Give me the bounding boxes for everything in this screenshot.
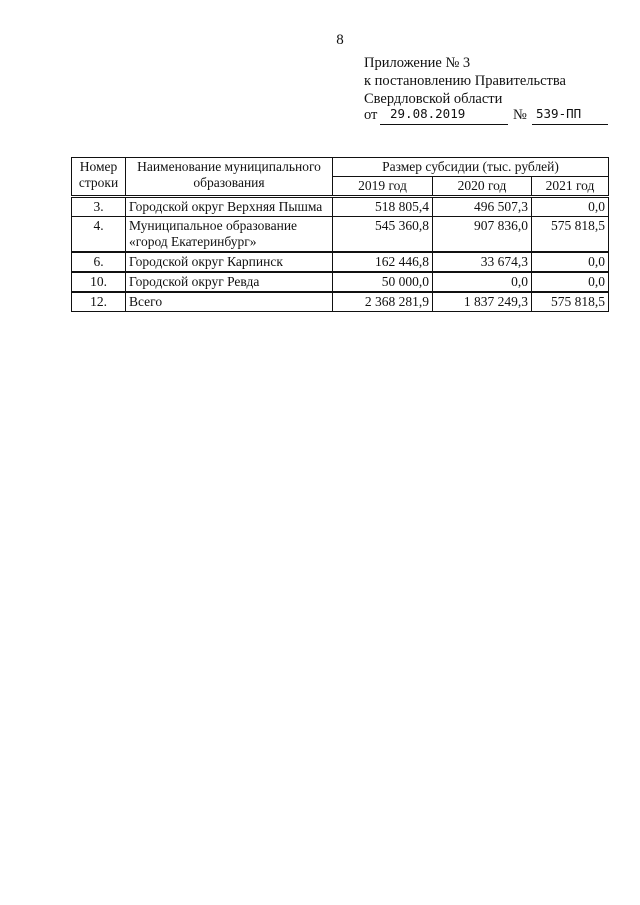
appendix-title: Приложение № 3 — [364, 55, 471, 71]
value-2020: 0,0 — [433, 272, 532, 292]
number-underline — [532, 124, 608, 125]
value-2020: 496 507,3 — [433, 197, 532, 217]
value-2020: 1 837 249,3 — [433, 292, 532, 312]
header-row — [72, 158, 609, 177]
value-2021: 0,0 — [532, 252, 609, 272]
row-number: 10. — [72, 272, 126, 292]
date-label: от — [364, 107, 378, 123]
subsidy-table — [71, 157, 609, 312]
row-number: 6. — [72, 252, 126, 272]
value-2021: 0,0 — [532, 197, 609, 217]
appendix-header — [364, 54, 566, 108]
row-number: 12. — [72, 292, 126, 312]
row-number: 4. — [72, 217, 126, 253]
header-name: Наименование муниципального образования — [126, 158, 333, 197]
date-underline — [380, 124, 508, 125]
table-row — [72, 272, 609, 292]
page-number: 8 — [336, 32, 344, 48]
municipality-name: Городской округ Верхняя Пышма — [126, 197, 333, 217]
value-2021: 575 818,5 — [532, 292, 609, 312]
municipality-name: Городской округ Ревда — [126, 272, 333, 292]
resolution-reference — [364, 107, 614, 125]
appendix-resolution: к постановлению Правительства — [364, 73, 566, 89]
table-row-total — [72, 292, 609, 312]
value-2019: 50 000,0 — [333, 272, 433, 292]
value-2019: 162 446,8 — [333, 252, 433, 272]
municipality-name: Всего — [126, 292, 333, 312]
table-row — [72, 217, 609, 253]
number-value: 539-ПП — [536, 106, 582, 121]
header-year-2021: 2021 год — [532, 177, 609, 197]
header-row-number: Номер строки — [72, 158, 126, 197]
value-2019: 518 805,4 — [333, 197, 433, 217]
municipality-name: Городской округ Карпинск — [126, 252, 333, 272]
value-2020: 907 836,0 — [433, 217, 532, 253]
value-2021: 0,0 — [532, 272, 609, 292]
header-subsidy-size: Размер субсидии (тыс. рублей) — [333, 158, 609, 177]
header-year-2020: 2020 год — [433, 177, 532, 197]
date-value: 29.08.2019 — [390, 106, 466, 121]
value-2021: 575 818,5 — [532, 217, 609, 253]
value-2019: 2 368 281,9 — [333, 292, 433, 312]
table-row — [72, 197, 609, 217]
municipality-name: Муниципальное образование «город Екатеринбург» — [126, 217, 333, 253]
value-2020: 33 674,3 — [433, 252, 532, 272]
header-year-2019: 2019 год — [333, 177, 433, 197]
row-number: 3. — [72, 197, 126, 217]
number-label: № — [513, 107, 527, 123]
value-2019: 545 360,8 — [333, 217, 433, 253]
appendix-region: Свердловской области — [364, 91, 503, 107]
table-row — [72, 252, 609, 272]
